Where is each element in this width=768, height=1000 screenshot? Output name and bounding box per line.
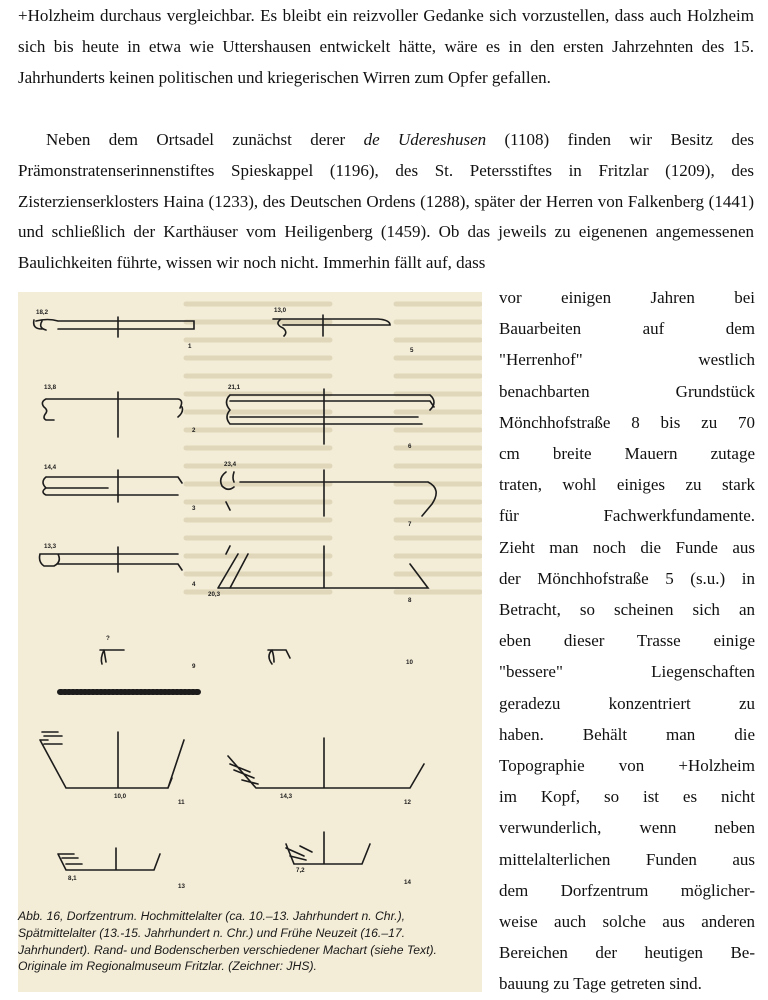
label-9: 9	[192, 663, 196, 670]
label-5: 5	[410, 347, 414, 354]
column-line: "bessere" Liegenschaften	[499, 662, 755, 682]
diameter-14: 7,2	[296, 867, 305, 874]
figure-caption: Abb. 16, Dorfzentrum. Hochmittelalter (ca. 10.–13. Jahrhundert n. Chr.), Spätmittelalter (13.-15. Jahrhundert n. Chr.) und Frühe Neuzeit (16.–17. Jahrhundert). Rand- und Bodenscherben verschiedener Machart (siehe Text). Originale im Regionalmuseum Fritzlar. (Zeichner: JHS).	[18, 909, 437, 974]
diameter-9: ?	[106, 635, 110, 642]
column-line: Bauarbeiten auf dem	[499, 319, 755, 339]
sherd-12	[228, 738, 424, 788]
sherd-9	[100, 650, 124, 664]
column-line: Betracht, so scheinen sich an	[499, 600, 755, 620]
paragraph-2-rest: (1108) finden wir Besitz des Prämonstratenserinnenstiftes Spieskappel (1196), des St. Petersstiftes in Fritzlar (1209), des Zisterzienserklosters Haina (1233), des Deutschen Ordens (1288), später der Herren von Falkenberg (1441) und schließlich der Karthäuser vom Heiligenberg (1459). Ob das jeweils zu eigenenen angemessenen Baulichkeiten führte, wissen wir noch nicht. Immerhin fällt auf, dass	[18, 130, 754, 273]
sherd-10	[268, 650, 290, 664]
label-12: 12	[404, 799, 411, 806]
diameter-12: 14,3	[280, 793, 293, 800]
label-10: 10	[406, 659, 413, 666]
sherd-7	[221, 470, 436, 516]
label-8: 8	[408, 597, 412, 604]
label-4: 4	[192, 581, 196, 588]
body-paragraph-1: +Holzheim durchaus vergleichbar. Es bleibt ein reizvoller Gedanke sich vorzustellen, dass auch Holzheim sich bis heute in etwa wie Uttershausen entwickelt hätte, wäre es in den ersten Jahrzehnten des 15. Jahrhunderts keinen politischen und kriegerischen Wirren zum Opfer gefallen.	[18, 6, 754, 87]
sherd-4	[40, 547, 183, 572]
column-line: eben dieser Trasse einige	[499, 631, 755, 651]
sherd-14	[286, 832, 370, 864]
diameter-3: 14,4	[44, 464, 57, 471]
label-14: 14	[404, 879, 411, 886]
sherd-2	[42, 392, 182, 437]
paragraph-2-start: Neben dem Ortsadel zunächst derer	[46, 130, 364, 149]
sherd-5	[273, 315, 390, 336]
column-line: benachbarten Grundstück	[499, 381, 755, 401]
side-column-text	[499, 282, 755, 1000]
column-line: im Kopf, so ist es nicht	[499, 787, 755, 807]
column-line: mittelalterlichen Funden aus	[499, 849, 755, 869]
place-name-italic: de Udereshusen	[363, 130, 487, 149]
diameter-2: 13,8	[44, 384, 57, 391]
diameter-5: 13,0	[274, 307, 287, 314]
column-line: Zieht man noch die Funde aus	[499, 537, 755, 557]
label-2: 2	[192, 427, 196, 434]
diameter-8: 20,3	[208, 591, 221, 598]
sherd-11	[40, 732, 184, 788]
diameter-1: 18,2	[36, 309, 49, 316]
column-line: Bereichen der heutigen Be-	[499, 943, 755, 963]
column-line: haben. Behält man die	[499, 724, 755, 744]
column-line: der Mönchhofstraße 5 (s.u.) in	[499, 568, 755, 588]
diameter-6: 21,1	[228, 384, 241, 391]
column-line: geradezu konzentriert zu	[499, 693, 755, 713]
sherd-6	[227, 389, 435, 444]
column-line: verwunderlich, wenn neben	[499, 818, 755, 838]
column-line: Topographie von +Holzheim	[499, 756, 755, 776]
column-line: cm breite Mauern zutage	[499, 444, 755, 464]
sherd-13	[58, 848, 160, 870]
sherd-drawings	[18, 292, 482, 902]
diameter-13: 8,1	[68, 875, 77, 882]
label-1: 1	[188, 343, 192, 350]
column-line: Mönchhofstraße 8 bis zu 70	[499, 412, 755, 432]
label-3: 3	[192, 505, 196, 512]
diameter-7: 23,4	[224, 461, 237, 468]
diameter-4: 13,3	[44, 543, 57, 550]
label-13: 13	[178, 883, 185, 890]
column-line: für Fachwerkfundamente.	[499, 506, 755, 526]
figure-pottery-sherds	[18, 292, 482, 992]
label-7: 7	[408, 521, 412, 528]
column-line: traten, wohl einiges zu stark	[499, 475, 755, 495]
column-line: weise auch solche aus anderen	[499, 912, 755, 932]
column-line: "Herrenhof" westlich	[499, 350, 755, 370]
column-line: vor einigen Jahren bei	[499, 288, 755, 307]
sherd-8	[218, 546, 428, 588]
diameter-11: 10,0	[114, 793, 127, 800]
column-line: dem Dorfzentrum möglicher-	[499, 880, 755, 900]
column-line: bauung zu Tage getreten sind.	[499, 974, 702, 994]
sherd-3	[43, 470, 182, 502]
label-6: 6	[408, 443, 412, 450]
body-paragraph-2	[18, 125, 754, 279]
label-11: 11	[178, 799, 185, 806]
sherd-1	[34, 317, 194, 337]
